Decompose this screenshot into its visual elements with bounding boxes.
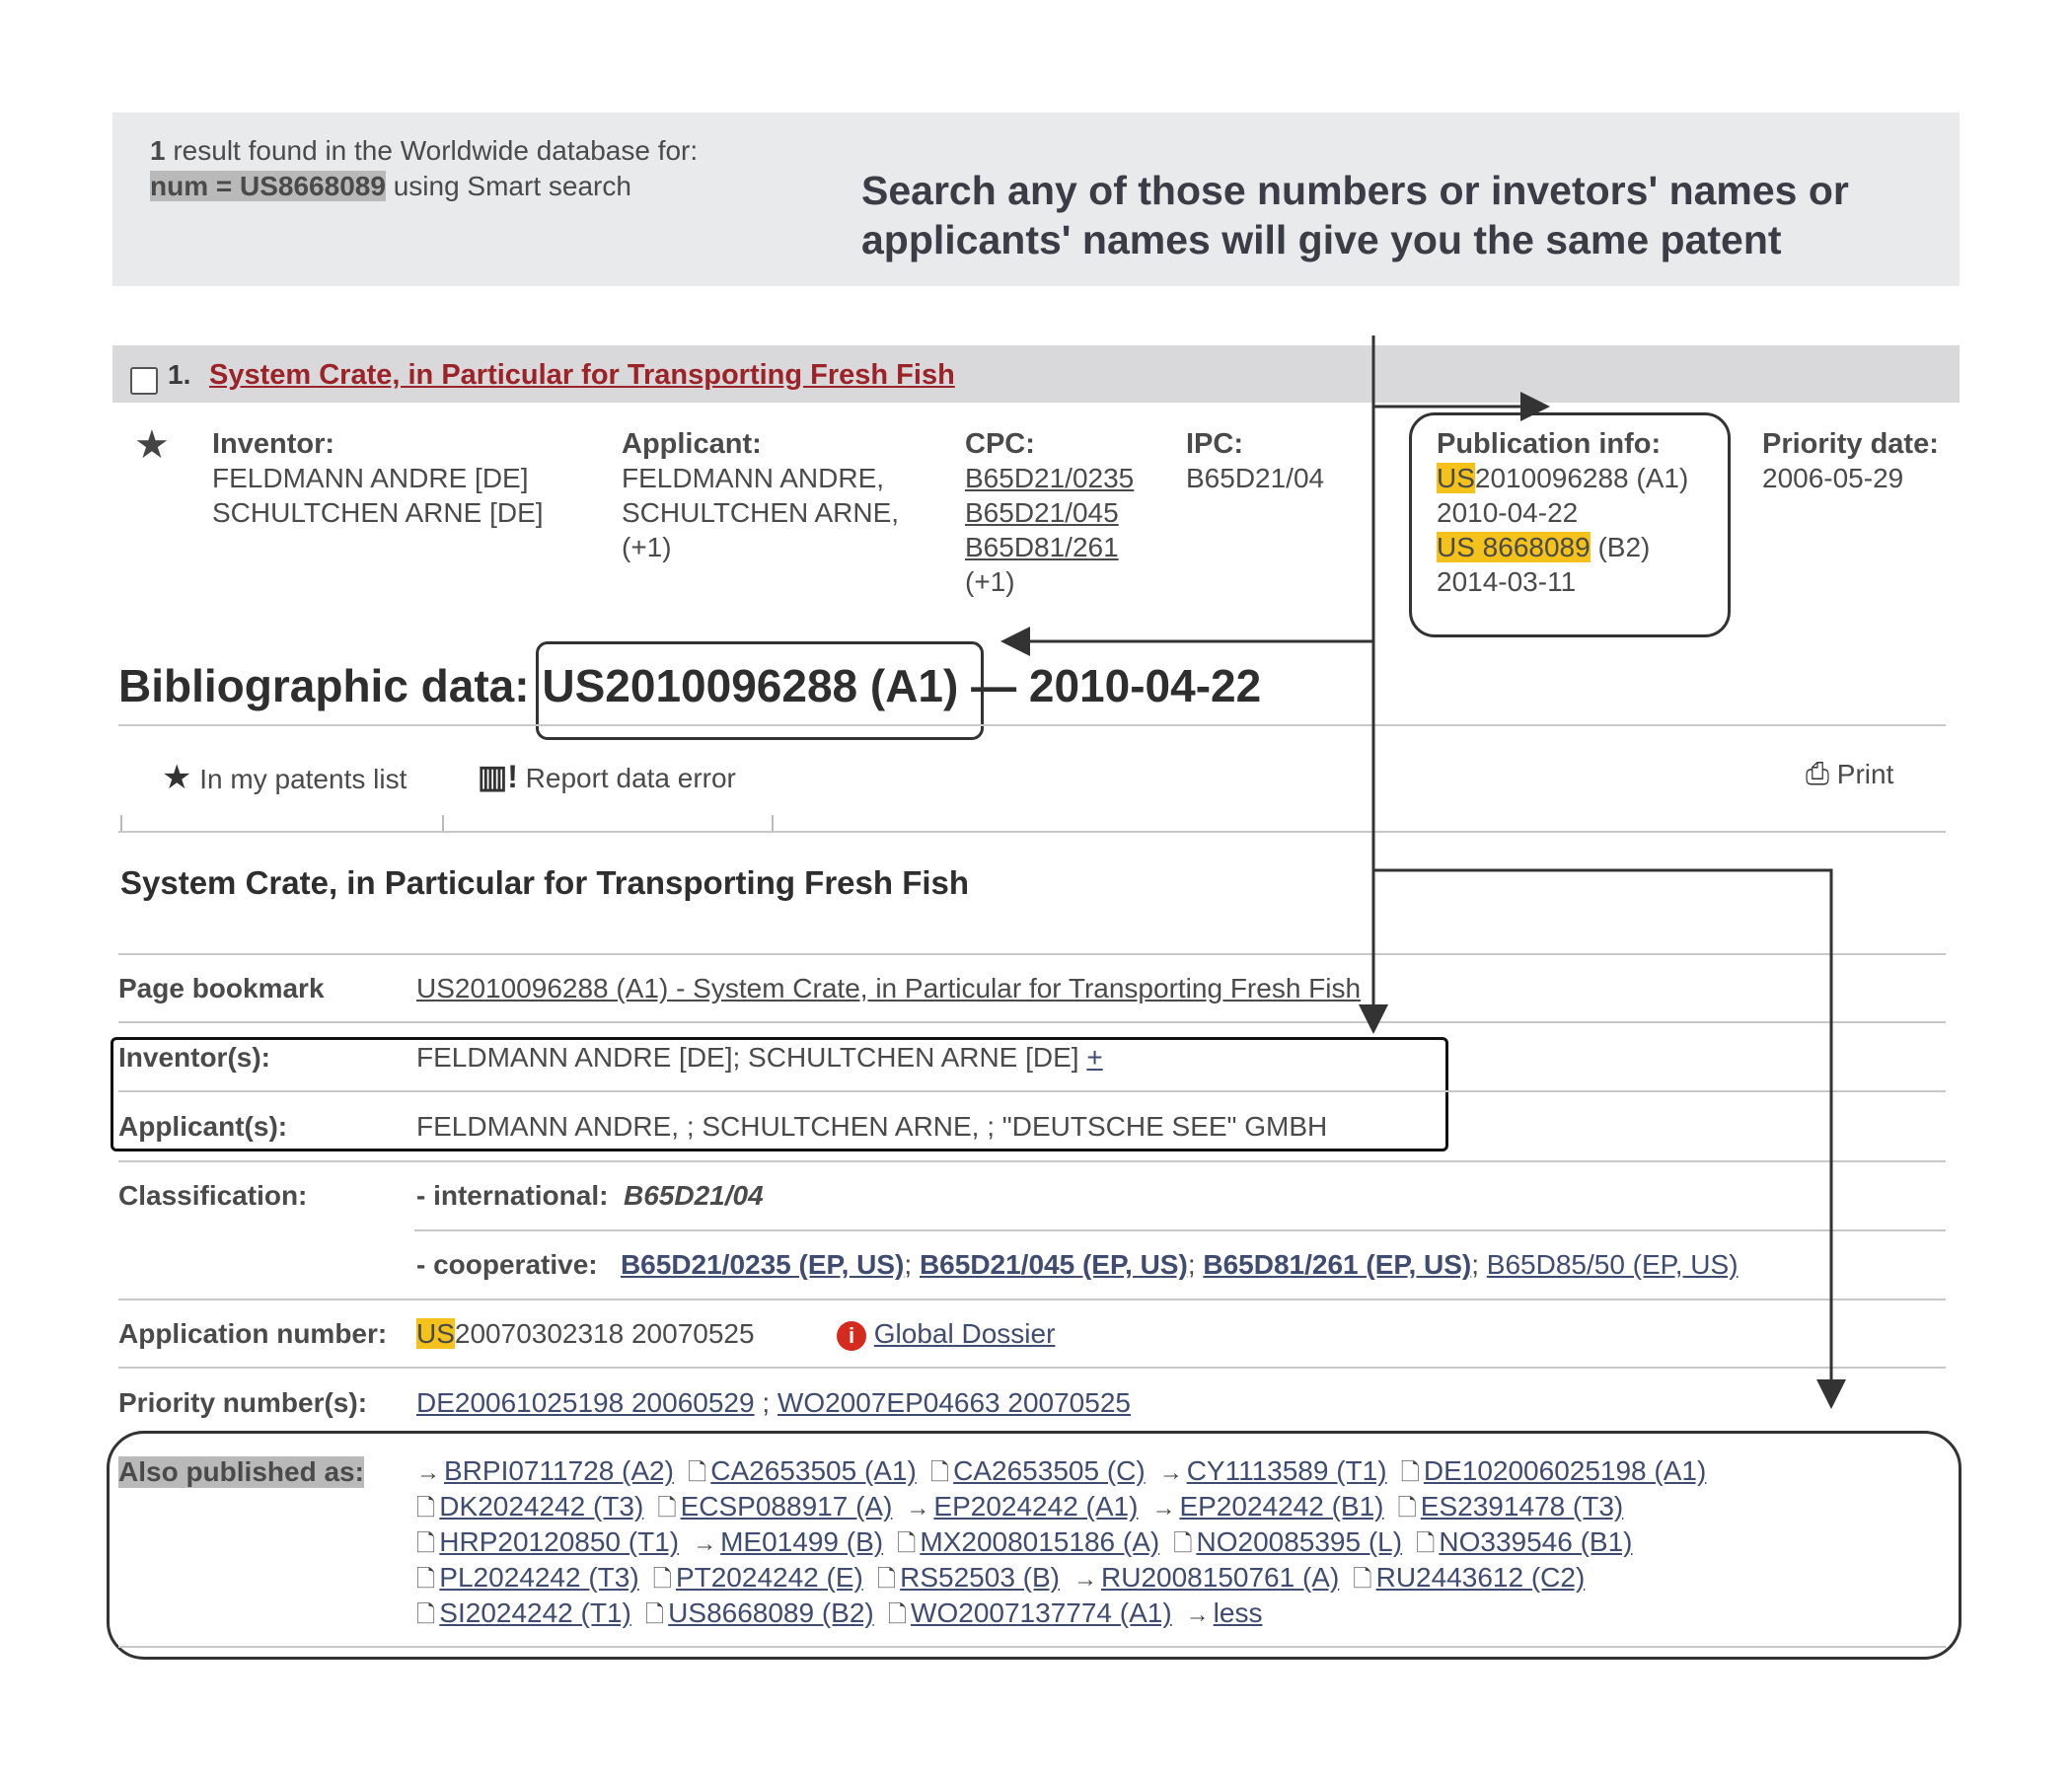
result-number: 1. [168, 359, 191, 390]
document-icon: 🗋 [929, 1459, 950, 1486]
applicant-more[interactable]: (+1) [622, 532, 672, 562]
biblio-number: US2010096288 (A1) [542, 660, 959, 711]
cooperative-link-4[interactable]: B65D85/50 (EP, US) [1486, 1249, 1739, 1280]
also-published-link[interactable]: MX2008015186 (A) [920, 1526, 1160, 1557]
classification-label: Classification: [118, 1180, 308, 1211]
also-published-link[interactable]: RU2008150761 (A) [1101, 1562, 1340, 1593]
also-published-link[interactable]: PT2024242 (E) [675, 1562, 863, 1593]
application-number-value: US20070302318 20070525 [416, 1318, 755, 1349]
also-published-link[interactable]: ME01499 (B) [720, 1526, 884, 1557]
also-published-link[interactable]: PL2024242 (T3) [439, 1562, 639, 1593]
application-number-label: Application number: [118, 1318, 388, 1349]
also-published-link[interactable]: HRP20120850 (T1) [439, 1526, 680, 1557]
priority-link-1[interactable]: DE20061025198 20060529 [416, 1387, 755, 1418]
arrow-to-also-published [1373, 870, 1831, 1403]
publication-2: US 8668089 (B2) [1437, 532, 1651, 562]
also-published-link[interactable]: CY1113589 (T1) [1186, 1455, 1387, 1486]
arrow-icon: → [416, 1459, 440, 1486]
also-published-link[interactable]: EP2024242 (B1) [1179, 1491, 1384, 1522]
also-published-link[interactable]: EP2024242 (A1) [933, 1491, 1139, 1522]
priority-date-label: Priority date: [1762, 428, 1939, 460]
arrow-icon: → [1158, 1459, 1183, 1486]
also-published-link[interactable]: DK2024242 (T3) [439, 1491, 644, 1522]
report-icon: ▥! [478, 759, 518, 794]
also-published-link[interactable]: RS52503 (B) [900, 1562, 1061, 1593]
callout-line-1: Search any of those numbers or invetors' names or [861, 168, 1849, 213]
printer-icon: ⎙ [1806, 758, 1829, 790]
query-highlight: num = US8668089 [150, 171, 386, 201]
inventors-label: Inventor(s): [118, 1042, 270, 1073]
applicants-label: Applicant(s): [118, 1111, 288, 1142]
document-icon: 🗋 [416, 1601, 436, 1628]
document-icon: 🗋 [876, 1566, 897, 1593]
result-query-text: num = US8668089 using Smart search [150, 171, 631, 201]
international-value: B65D21/04 [624, 1180, 764, 1211]
document-icon: 🗋 [644, 1601, 665, 1628]
also-published-link[interactable]: RU2443612 (C2) [1375, 1562, 1586, 1593]
bookmark-label: Page bookmark [118, 973, 325, 1003]
document-icon: 🗋 [1173, 1530, 1193, 1557]
also-published-link[interactable]: ES2391478 (T3) [1420, 1491, 1624, 1522]
ipc-value: B65D21/04 [1186, 463, 1325, 493]
document-icon: 🗋 [416, 1495, 436, 1522]
result-count-text: 1 result found in the Worldwide database for: [150, 135, 699, 166]
priority-numbers-label: Priority number(s): [118, 1387, 368, 1418]
arrow-icon: → [693, 1530, 717, 1557]
also-published-link[interactable]: BRPI0711728 (A2) [444, 1455, 674, 1486]
priority-link-2[interactable]: WO2007EP04663 20070525 [777, 1387, 1131, 1418]
biblio-date: — 2010-04-22 [971, 660, 1262, 711]
also-published-link[interactable]: less [1213, 1597, 1263, 1628]
also-published-link[interactable]: US8668089 (B2) [668, 1597, 874, 1628]
document-icon: 🗋 [416, 1530, 436, 1557]
inventors-more-link[interactable]: + [1086, 1042, 1103, 1073]
document-icon: 🗋 [652, 1566, 672, 1593]
cooperative-link-2[interactable]: B65D21/045 (EP, US) [919, 1249, 1188, 1280]
global-dossier-link[interactable]: i Global Dossier [837, 1318, 1055, 1351]
arrow-icon: → [1185, 1601, 1210, 1628]
inventor-2: SCHULTCHEN ARNE [DE] [212, 497, 544, 528]
callout-line-2: applicants' names will give you the same patent [861, 217, 1782, 262]
cpc-more[interactable]: (+1) [965, 566, 1015, 597]
publication-1-date: 2010-04-22 [1437, 497, 1579, 528]
document-icon: 🗋 [897, 1530, 917, 1557]
cooperative-row: - cooperative: B65D21/0235 (EP, US); B65D21/045 (EP, US); B65D81/261 (EP, US); B65D85/50 (EP, US) [416, 1249, 1739, 1280]
inventors-value: FELDMANN ANDRE [DE]; SCHULTCHEN ARNE [DE] + [416, 1042, 1103, 1073]
arrow-icon: → [906, 1495, 930, 1522]
cooperative-link-3[interactable]: B65D81/261 (EP, US) [1203, 1249, 1472, 1280]
arrow-icon: → [1151, 1495, 1176, 1522]
document-icon: 🗋 [887, 1601, 908, 1628]
cpc-link-3[interactable]: B65D81/261 [965, 532, 1119, 562]
star-icon: ★ [162, 759, 192, 796]
document-icon: 🗋 [416, 1566, 436, 1593]
priority-date-value: 2006-05-29 [1762, 463, 1904, 493]
publication-1: US2010096288 (A1) [1437, 463, 1689, 493]
print-button[interactable]: ⎙ Print [1806, 758, 1894, 790]
applicant-2: SCHULTCHEN ARNE, [622, 497, 900, 528]
document-icon: 🗋 [657, 1495, 677, 1522]
document-icon: 🗋 [687, 1459, 707, 1486]
cpc-link-1[interactable]: B65D21/0235 [965, 463, 1135, 493]
ipc-label: IPC: [1186, 428, 1243, 460]
publication-info-label: Publication info: [1437, 428, 1662, 460]
bibliographic-data-heading: Bibliographic data: US2010096288 (A1) — 2010-04-22 [118, 660, 1262, 711]
international-row: - international: B65D21/04 [416, 1180, 764, 1211]
also-published-link[interactable]: DE102006025198 (A1) [1423, 1455, 1707, 1486]
patent-title: System Crate, in Particular for Transporting Fresh Fish [120, 864, 970, 901]
document-icon: 🗋 [1416, 1530, 1436, 1557]
my-patents-button[interactable]: ★ In my patents list [162, 759, 407, 796]
document-icon: 🗋 [1353, 1566, 1372, 1593]
document-icon: 🗋 [1397, 1495, 1417, 1522]
report-error-button[interactable]: ▥! Report data error [478, 759, 736, 794]
also-published-label: Also published as: [118, 1456, 364, 1487]
inventor-label: Inventor: [212, 428, 335, 460]
cpc-link-2[interactable]: B65D21/045 [965, 497, 1119, 528]
star-icon[interactable]: ★ [134, 423, 170, 467]
also-published-link[interactable]: NO339546 (B1) [1439, 1526, 1633, 1557]
info-icon: i [837, 1321, 866, 1351]
also-published-link[interactable]: ECSP088917 (A) [680, 1491, 893, 1522]
document-icon: 🗋 [1400, 1459, 1420, 1486]
cooperative-link-1[interactable]: B65D21/0235 (EP, US) [620, 1249, 905, 1280]
cpc-label: CPC: [965, 428, 1035, 460]
publication-2-date: 2014-03-11 [1437, 566, 1577, 597]
also-published-link[interactable]: WO2007137774 (A1) [911, 1597, 1172, 1628]
applicant-label: Applicant: [622, 428, 762, 460]
also-published-link[interactable]: CA2653505 (A1) [710, 1455, 917, 1486]
bookmark-link[interactable]: US2010096288 (A1) - System Crate, in Particular for Transporting Fresh Fish [416, 973, 1362, 1003]
also-published-link[interactable]: SI2024242 (T1) [439, 1597, 631, 1628]
applicant-1: FELDMANN ANDRE, [622, 463, 885, 493]
also-published-link[interactable]: CA2653505 (C) [953, 1455, 1146, 1486]
applicants-value: FELDMANN ANDRE, ; SCHULTCHEN ARNE, ; "DEUTSCHE SEE" GMBH [416, 1111, 1328, 1142]
arrow-icon: → [1073, 1566, 1098, 1593]
priority-numbers-value: DE20061025198 20060529 ; WO2007EP04663 20070525 [416, 1387, 1131, 1418]
also-published-link[interactable]: NO20085395 (L) [1196, 1526, 1403, 1557]
result-title-link[interactable]: System Crate, in Particular for Transporting Fresh Fish [209, 359, 955, 391]
inventor-1: FELDMANN ANDRE [DE] [212, 463, 529, 493]
